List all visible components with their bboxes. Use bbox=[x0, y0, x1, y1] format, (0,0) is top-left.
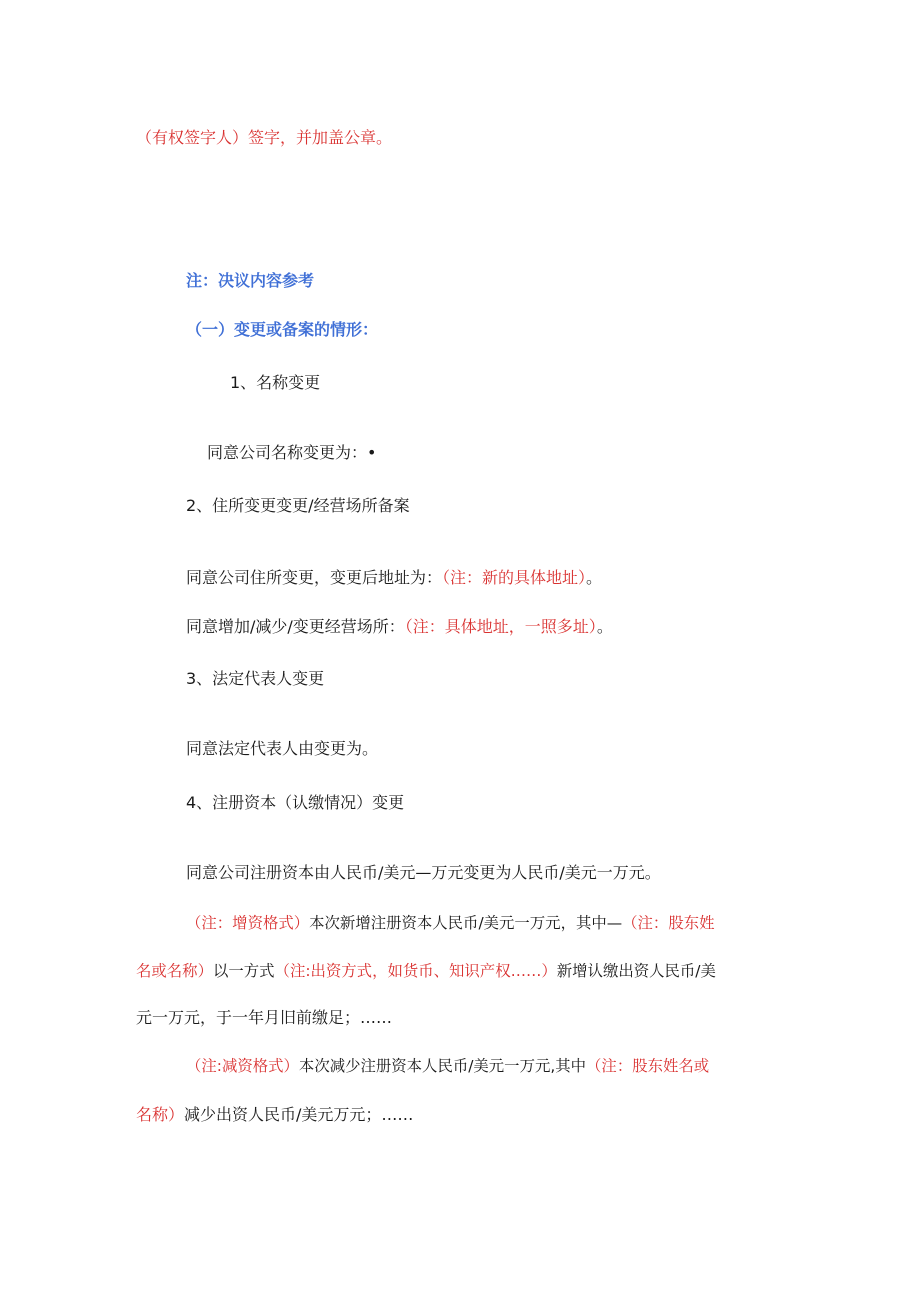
item-2-body-1-note: （注：新的具体地址） bbox=[442, 568, 587, 587]
item-1-body: 同意公司名称变更为：• bbox=[207, 443, 377, 462]
increase-line-2-text-2: 新增认缴出资人民币/美 bbox=[556, 962, 716, 980]
item-2-body-1-end: 。 bbox=[586, 568, 603, 587]
section-heading: （一）变更或备案的情形： bbox=[186, 320, 379, 339]
item-2-body-2 bbox=[186, 615, 613, 639]
increase-note-label: （注：增资格式） bbox=[186, 914, 310, 932]
decrease-line-1-text: 本次减少注册资本人民币/美元一万元,其中 bbox=[298, 1057, 587, 1075]
item-2-body-2-end: 。 bbox=[596, 617, 613, 636]
item-1-title: 1、名称变更 bbox=[230, 373, 321, 392]
item-4-body: 同意公司注册资本由人民币/美元—万元变更为人民币/美元一万元。 bbox=[186, 863, 661, 882]
decrease-note-label: （注:减资格式） bbox=[186, 1057, 299, 1075]
note-heading: 注：决议内容参考 bbox=[186, 271, 315, 290]
decrease-shareholder-note-start: （注：股东姓名或 bbox=[586, 1057, 710, 1075]
decrease-line-1 bbox=[186, 1054, 709, 1078]
increase-method-note: （注:出资方式，如货币、知识产权……） bbox=[274, 962, 557, 980]
signature-note: （有权签字人）签字，并加盖公章。 bbox=[136, 128, 393, 147]
decrease-line-2 bbox=[136, 1103, 413, 1127]
decrease-shareholder-note-end: 名称） bbox=[136, 1105, 185, 1124]
increase-line-2-text-1: 以一方式 bbox=[212, 962, 275, 980]
increase-line-1-text: 本次新增注册资本人民币/美元一万元，其中— bbox=[309, 914, 623, 932]
decrease-line-2-text: 减少出资人民币/美元万元；…… bbox=[184, 1105, 414, 1124]
item-3-body: 同意法定代表人由变更为。 bbox=[186, 739, 379, 758]
increase-line-3: 元一万元，于一年月旧前缴足；…… bbox=[136, 1008, 393, 1027]
item-2-title: 2、住所变更变更/经营场所备案 bbox=[186, 496, 410, 515]
item-2-body-1-text: 同意公司住所变更，变更后地址为： bbox=[186, 568, 443, 587]
item-3-title: 3、法定代表人变更 bbox=[186, 669, 325, 688]
increase-shareholder-note-end: 名或名称） bbox=[136, 962, 213, 980]
item-2-body-2-note: （注：具体地址，一照多址） bbox=[404, 617, 597, 636]
item-2-body-2-text: 同意增加/减少/变更经营场所： bbox=[186, 617, 405, 636]
item-4-title: 4、注册资本（认缴情况）变更 bbox=[186, 793, 405, 812]
increase-line-1 bbox=[186, 911, 715, 935]
item-2-body-1 bbox=[186, 566, 602, 590]
increase-shareholder-note-start: （注：股东姓 bbox=[622, 914, 715, 932]
increase-line-2 bbox=[136, 959, 716, 983]
